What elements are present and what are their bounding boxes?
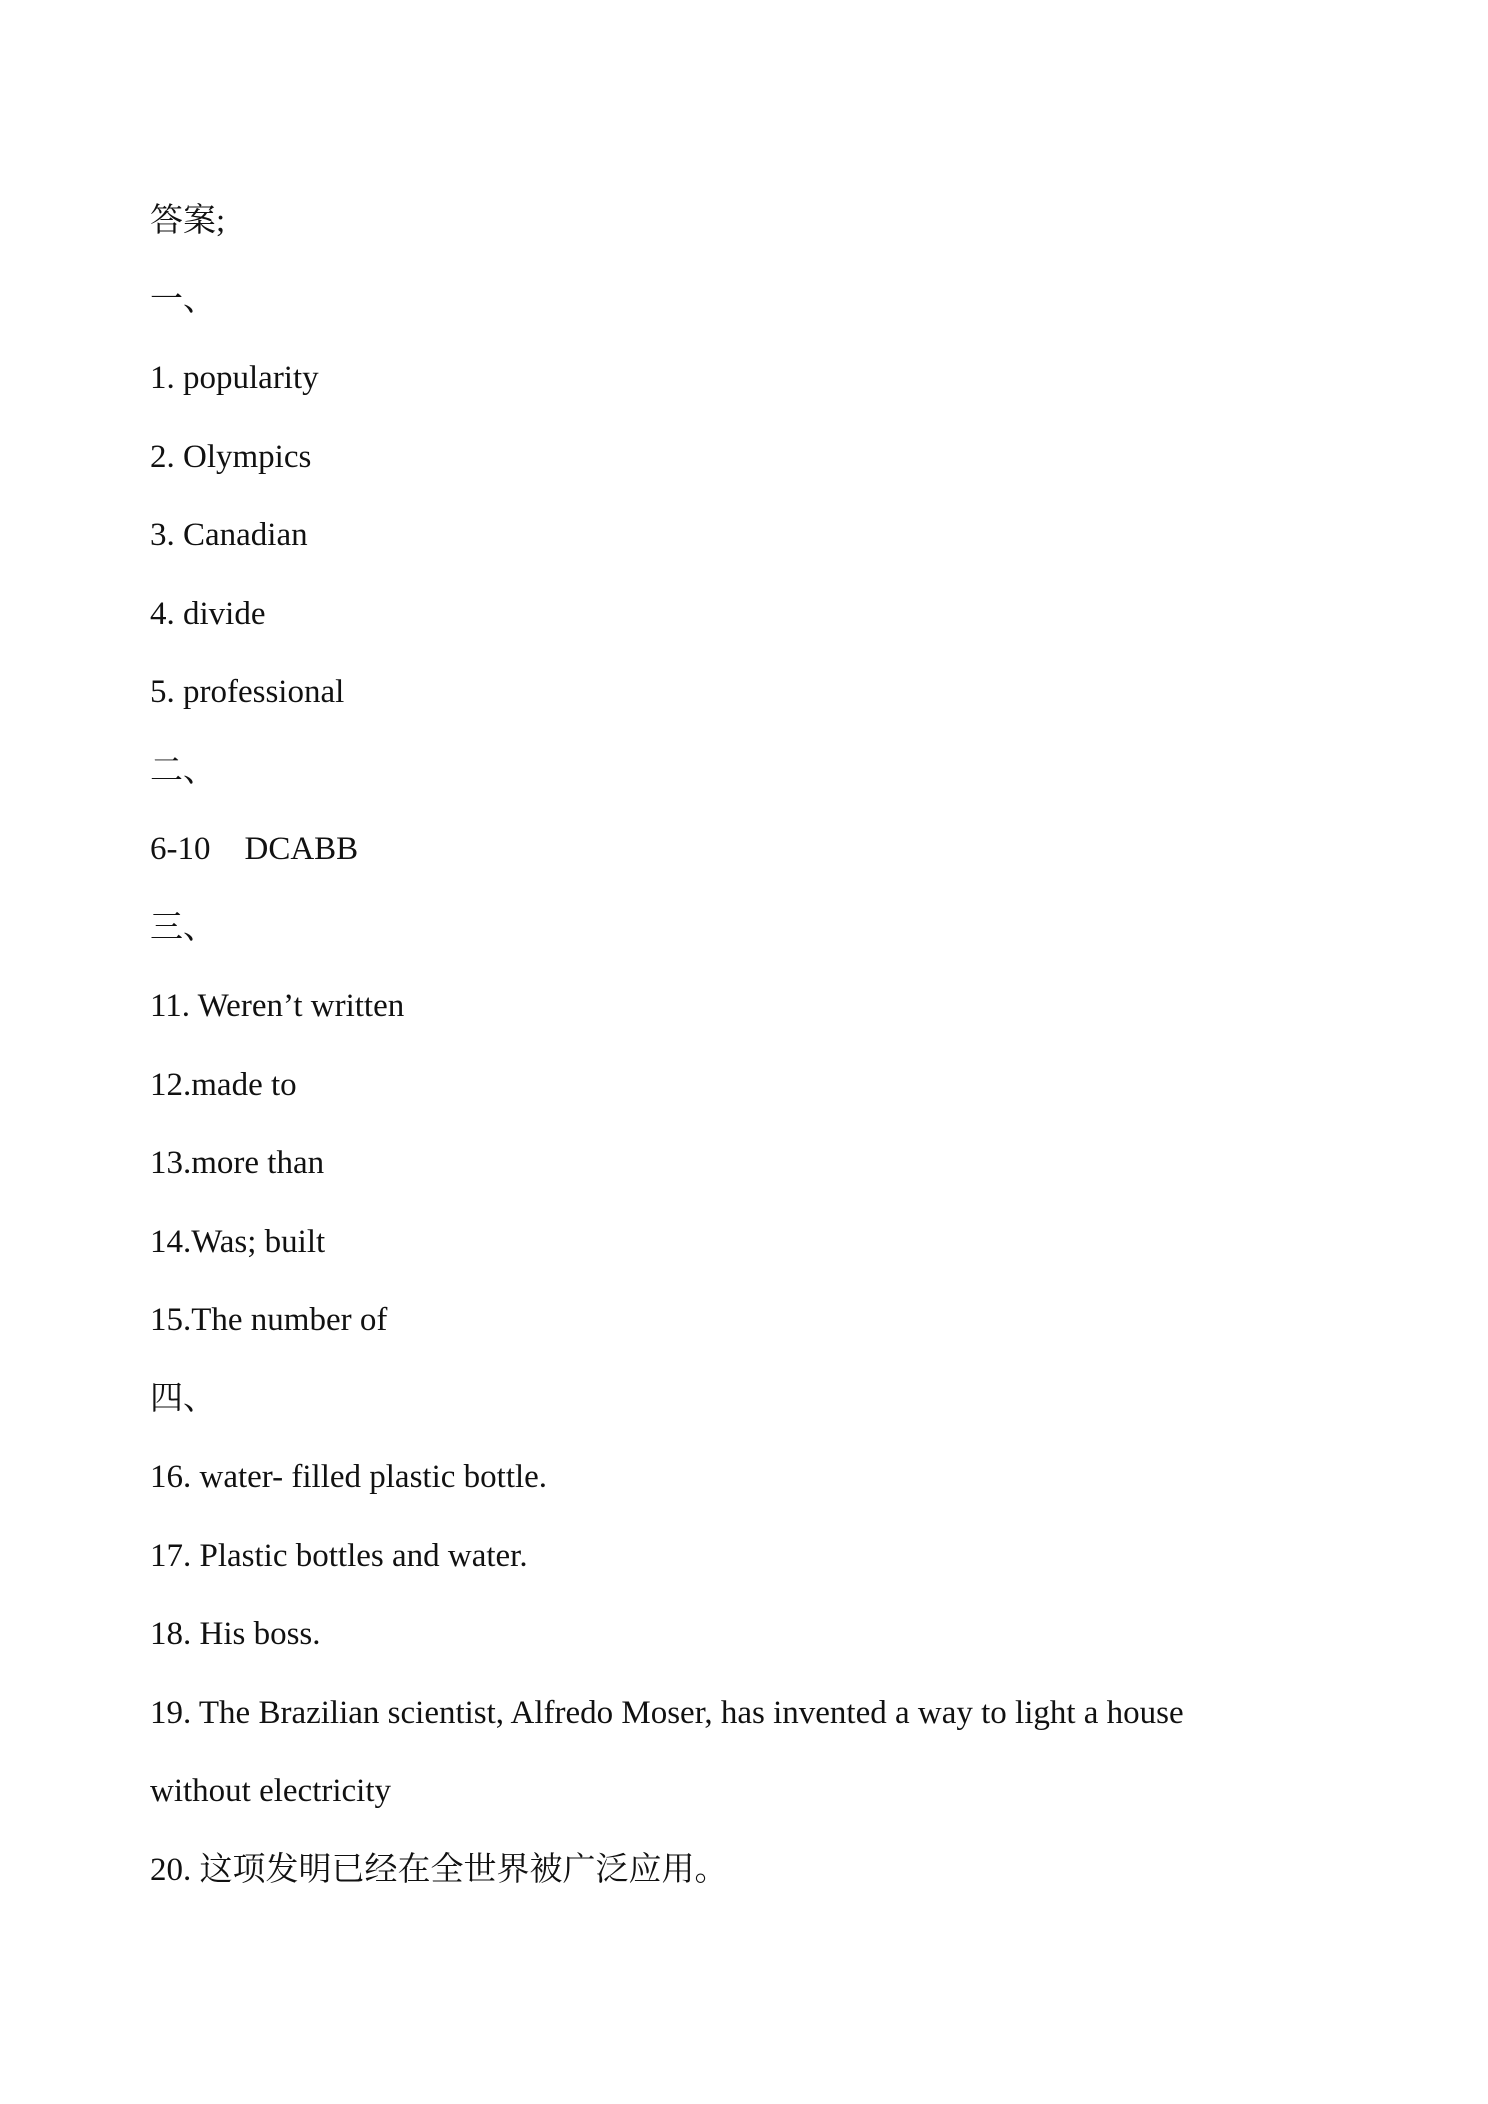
answer-3: 3. Canadian xyxy=(150,517,308,553)
answer-11: 11. Weren’t written xyxy=(150,988,405,1024)
answer-14: 14.Was; built xyxy=(150,1223,326,1260)
answer-17: 17. Plastic bottles and water. xyxy=(150,1537,528,1574)
answer-15: 15.The number of xyxy=(150,1302,388,1338)
answer-key xyxy=(150,190,1350,1917)
answer-12: 12.made to xyxy=(150,1066,297,1103)
answer-4: 4. divide xyxy=(150,595,266,632)
answer-19: 19. The Brazilian scientist, Alfredo Moser, has invented a way to light a house xyxy=(150,1694,1184,1731)
answer-13: 13.more than xyxy=(150,1145,325,1181)
answer-1: 1. popularity xyxy=(150,360,319,396)
section-label-4: 四、 xyxy=(150,1380,216,1417)
answer-20: 20. 这项发明已经在全世界被广泛应用。 xyxy=(150,1851,728,1888)
answer-2: 2. Olympics xyxy=(150,438,312,475)
section-label-2: 二、 xyxy=(150,752,216,789)
answer-19-continued: without electricity xyxy=(150,1773,392,1809)
answer-16: 16. water- filled plastic bottle. xyxy=(150,1459,548,1495)
answer-letters: DCABB xyxy=(244,831,359,867)
answer-18: 18. His boss. xyxy=(150,1616,321,1652)
answer-5: 5. professional xyxy=(150,674,345,710)
section-label-1: 一、 xyxy=(150,281,216,318)
section-label-3: 三、 xyxy=(150,909,216,946)
answer-range: 6-10 xyxy=(150,831,211,867)
answer-6-10 xyxy=(150,818,1350,897)
answer-key-heading: 答案; xyxy=(150,203,226,239)
